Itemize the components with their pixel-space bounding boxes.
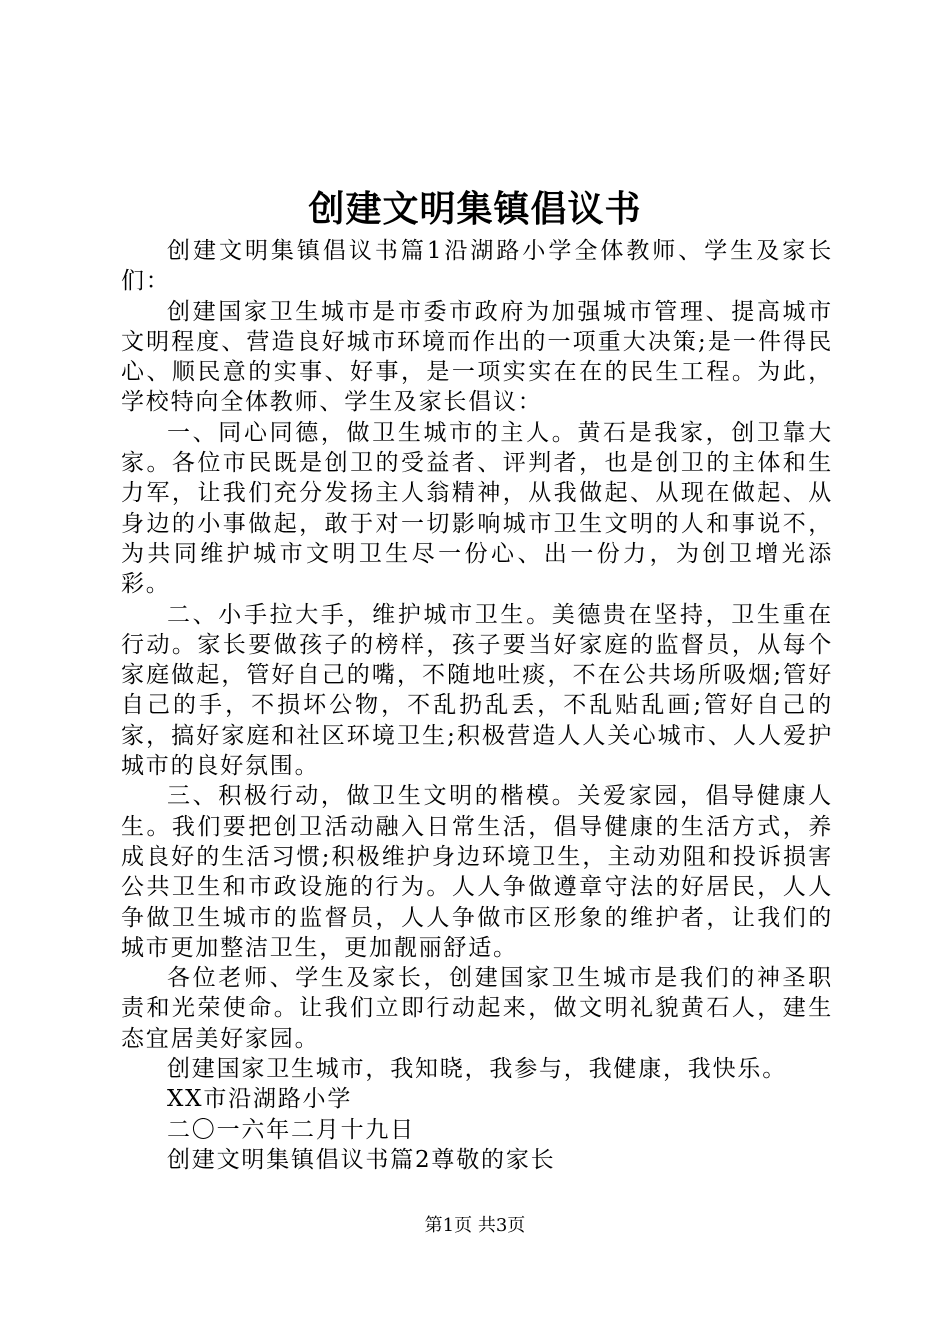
next-section-heading: 创建文明集镇倡议书篇2尊敬的家长 — [167, 1146, 556, 1173]
paragraph-intro: 创建国家卫生城市是市委市政府为加强城市管理、提高城市文明程度、营造良好城市环境而作出的一项重大决策;是一件得民心、顺民意的实事、好事，是一项实实在在的民生工程。为此，学校特向全体教师、学生及家长倡议： — [121, 298, 833, 416]
paragraph-point-one: 一、同心同德，做卫生城市的主人。黄石是我家，创卫靠大家。各位市民既是创卫的受益者、评判者，也是创卫的主体和生力军，让我们充分发扬主人翁精神，从我做起、从现在做起、从身边的小事做起，敢于对一切影响城市卫生文明的人和事说不，为共同维护城市文明卫生尽一份心、出一份力，为创卫增光添彩。 — [121, 419, 833, 598]
paragraph-closing: 各位老师、学生及家长，创建国家卫生城市是我们的神圣职责和光荣使命。让我们立即行动起来，做文明礼貌黄石人，建生态宜居美好家园。 — [121, 965, 833, 1052]
document-body — [121, 236, 833, 1175]
paragraph-salutation: 创建文明集镇倡议书篇1沿湖路小学全体教师、学生及家长们： — [121, 238, 833, 295]
paragraph-point-two: 二、小手拉大手，维护城市卫生。美德贵在坚持，卫生重在行动。家长要做孩子的榜样，孩子要当好家庭的监督员，从每个家庭做起，管好自己的嘴，不随地吐痰，不在公共场所吸烟;管好自己的手，不损坏公物，不乱扔乱丢，不乱贴乱画;管好自己的家，搞好家庭和社区环境卫生;积极营造人人关心城市、人人爱护城市的良好氛围。 — [121, 601, 833, 780]
paragraph-point-three: 三、积极行动，做卫生文明的楷模。关爱家园，倡导健康人生。我们要把创卫活动融入日常生活，倡导健康的生活方式，养成良好的生活习惯;积极维护身边环境卫生，主动劝阻和投诉损害公共卫生和市政设施的行为。人人争做遵章守法的好居民，人人争做卫生城市的监督员，人人争做市区形象的维护者，让我们的城市更加整洁卫生，更加靓丽舒适。 — [121, 783, 833, 961]
document-title: 创建文明集镇倡议书 — [308, 188, 642, 230]
signature-line: XX市沿湖路小学 — [167, 1086, 353, 1113]
page-footer: 第1页 共3页 — [424, 1215, 526, 1236]
slogan-line: 创建国家卫生城市，我知晓，我参与，我健康，我快乐。 — [167, 1056, 787, 1083]
date-line: 二〇一六年二月十九日 — [167, 1116, 415, 1143]
